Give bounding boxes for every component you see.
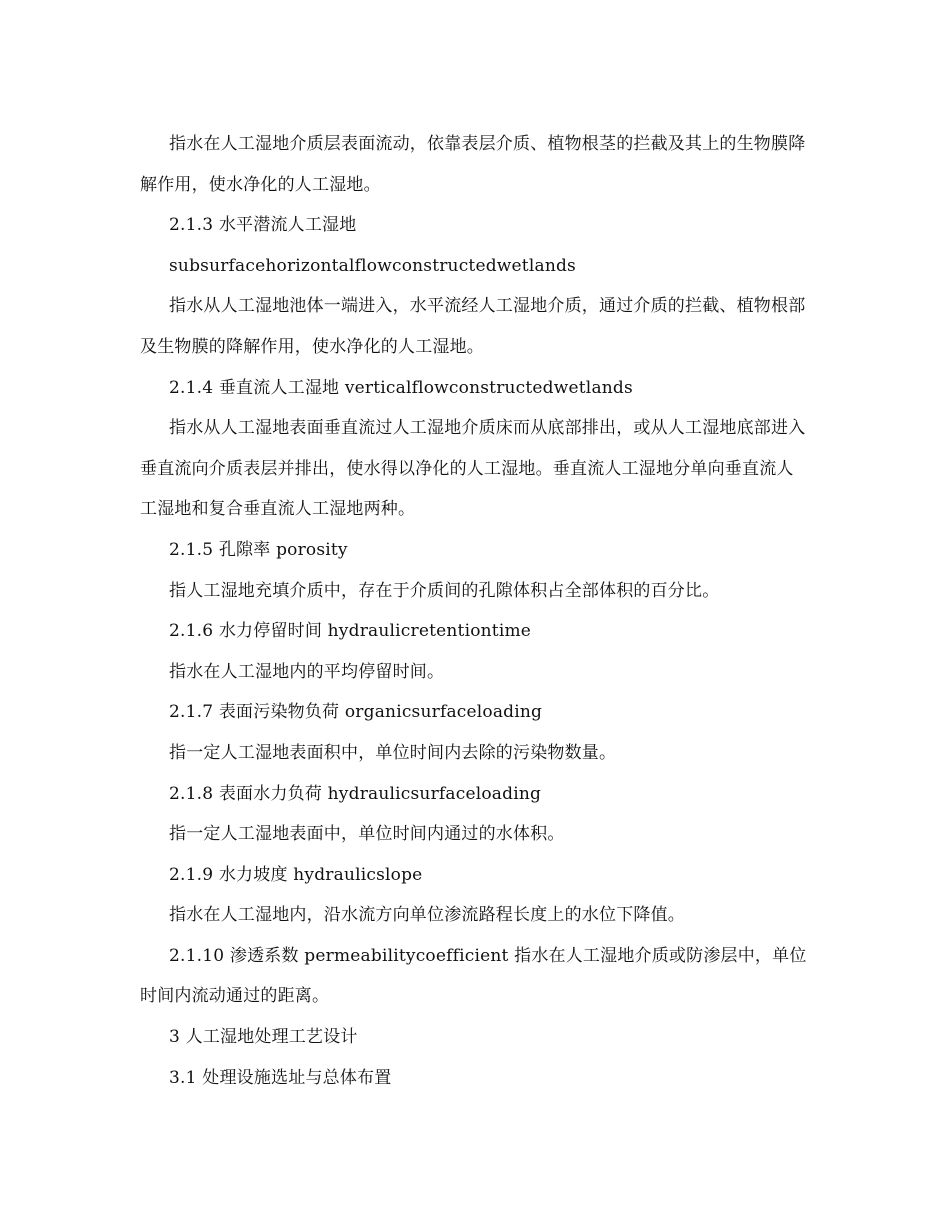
section-2-1-10-definition: 2.1.10 渗透系数 permeabilitycoefficient 指水在人工湿地介质或防渗层中，单位时间内流动通过的距离。 (140, 945, 807, 1007)
paragraph-hydraulic-loading-definition: 指一定人工湿地表面中，单位时间内通过的水体积。 (169, 824, 565, 845)
paragraph-hydraulic-slope-definition: 指水在人工湿地内，沿水流方向单位渗流路程长度上的水位下降值。 (169, 905, 685, 926)
section-2-1-4-heading: 2.1.4 垂直流人工湿地 verticalflowconstructedwetlands (169, 377, 633, 398)
section-2-1-9-heading: 2.1.9 水力坡度 hydraulicslope (169, 864, 423, 885)
paragraph-vertical-flow-definition: 指水从人工湿地表面垂直流过人工湿地介质床而从底部排出，或从人工湿地底部进入垂直流向介质表层并排出，使水得以净化的人工湿地。垂直流人工湿地分单向垂直流人工湿地和复合垂直流人工湿地两种。 (140, 418, 806, 520)
paragraph-retention-time-definition: 指水在人工湿地内的平均停留时间。 (169, 661, 445, 682)
section-3-heading: 3 人工湿地处理工艺设计 (169, 1027, 358, 1048)
section-2-1-3-english-term: subsurfacehorizontalflowconstructedwetlands (169, 255, 576, 276)
section-2-1-6-heading: 2.1.6 水力停留时间 hydraulicretentiontime (169, 621, 532, 642)
section-3-1-heading: 3.1 处理设施选址与总体布置 (169, 1067, 392, 1088)
section-2-1-5-heading: 2.1.5 孔隙率 porosity (169, 539, 348, 560)
document-body (140, 124, 810, 1098)
paragraph-surface-flow-definition: 指水在人工湿地介质层表面流动，依靠表层介质、植物根茎的拦截及其上的生物膜降解作用，使水净化的人工湿地。 (140, 134, 806, 195)
paragraph-horizontal-subsurface-definition: 指水从人工湿地池体一端进入，水平流经人工湿地介质，通过介质的拦截、植物根部及生物膜的降解作用，使水净化的人工湿地。 (140, 296, 806, 357)
section-2-1-8-heading: 2.1.8 表面水力负荷 hydraulicsurfaceloading (169, 783, 542, 804)
section-2-1-3-heading: 2.1.3 水平潜流人工湿地 (169, 215, 357, 236)
paragraph-porosity-definition: 指人工湿地充填介质中，存在于介质间的孔隙体积占全部体积的百分比。 (169, 580, 720, 601)
paragraph-organic-loading-definition: 指一定人工湿地表面积中，单位时间内去除的污染物数量。 (169, 742, 617, 763)
section-2-1-7-heading: 2.1.7 表面污染物负荷 organicsurfaceloading (169, 702, 543, 723)
